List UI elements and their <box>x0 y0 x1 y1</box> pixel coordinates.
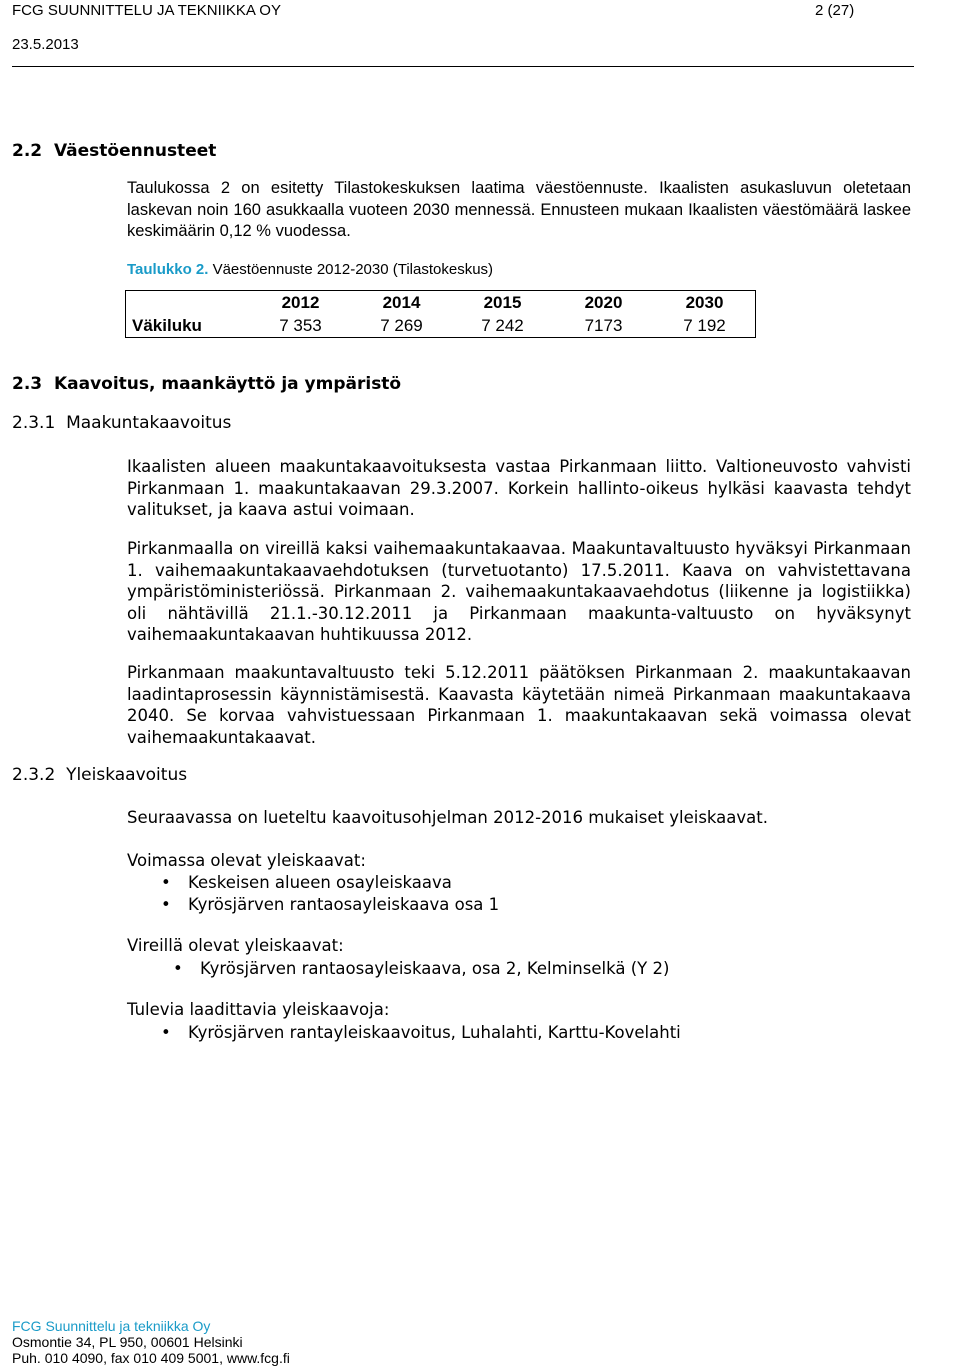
list-in-force <box>158 872 499 915</box>
bullet-icon: • <box>161 1023 171 1042</box>
header-company: FCG SUUNNITTELU JA TEKNIIKKA OY <box>12 2 281 19</box>
bullet-icon: • <box>161 894 171 914</box>
list-item <box>158 894 499 916</box>
header-divider <box>12 66 914 67</box>
section-2-2-heading: 2.2 Väestöennusteet <box>12 141 217 161</box>
header-date: 23.5.2013 <box>12 36 79 53</box>
list-title-in-force: Voimassa olevat yleiskaavat: <box>127 851 366 870</box>
table-cell: 7173 <box>584 315 623 335</box>
section-2-3-1-paragraph-1: Ikaalisten alueen maakuntakaavoituksesta vastaa Pirkanmaan liitto. Valtioneuvosto vahvisti Pirkanmaan 1. maakuntakaavan 29.3.2007. Korkein hallinto-oikeus hylkäsi kaavasta tehdyt valitukset, ja kaava astui voimaan. <box>127 457 911 519</box>
list-item-text: Kyrösjärven rantaosayleiskaava, osa 2, Kelminselkä (Y 2) <box>200 959 670 978</box>
list-title-upcoming: Tulevia laadittavia yleiskaavoja: <box>127 1000 390 1019</box>
population-forecast-table <box>125 290 756 338</box>
section-2-3-1-paragraph-2: Pirkanmaalla on vireillä kaksi vaihemaakuntakaavaa. Maakuntavaltuusto hyväksyi Pirkanmaan 1. vaihemaakuntakaavaehdotuksen (turvetuotanto) 17.5.2011. Kaava on vahvistettavana ympäristöministeriössä. Pirkanmaan 2. vaihemaakuntakaavaehdotus (liikenne ja logistiikka) oli nähtävillä 21.1.-30.12.2011 ja Pirkanmaan maakunta-valtuusto on hyväksynyt vaihemaakuntakaavan huhtikuussa 2012. <box>127 539 911 644</box>
header-page-number: 2 (27) <box>815 2 855 19</box>
bullet-icon: • <box>173 959 183 978</box>
table-year-header: 2014 <box>382 292 421 312</box>
section-2-3-2-intro: Seuraavassa on lueteltu kaavoitusohjelman 2012-2016 mukaiset yleiskaavat. <box>127 808 768 827</box>
footer-address: Osmontie 34, PL 950, 00601 Helsinki <box>12 1334 243 1350</box>
bullet-icon: • <box>161 873 171 892</box>
footer <box>12 1318 290 1366</box>
table-row <box>126 314 756 338</box>
list-title-pending: Vireillä olevat yleiskaavat: <box>127 936 344 955</box>
table-year-header: 2030 <box>685 292 724 312</box>
table-cell: 7 192 <box>683 315 726 335</box>
section-2-2-paragraph: Taulukossa 2 on esitetty Tilastokeskuksen laatima väestöennuste. Ikaalisten asukasluvun oletetaan laskevan noin 160 asukkaalla vuoteen 2030 mennessä. Ennusteen mukaan Ikaalisten väestömäärä laskee keskimäärin 0,12 % vuodessa. <box>127 179 911 240</box>
table-cell: 7 269 <box>380 315 423 335</box>
table-caption-text: Väestöennuste 2012-2030 (Tilastokeskus) <box>208 261 494 278</box>
table-year-header: 2020 <box>584 292 623 312</box>
list-item-text: Kyrösjärven rantayleiskaavoitus, Luhalahti, Karttu-Kovelahti <box>188 1023 681 1042</box>
table-caption-label: Taulukko 2. <box>127 261 209 278</box>
list-item-text: Kyrösjärven rantaosayleiskaava osa 1 <box>188 894 500 914</box>
table-row-label: Väkiluku <box>132 315 202 335</box>
footer-contact: Puh. 010 4090, fax 010 409 5001, www.fcg.fi <box>12 1350 290 1366</box>
list-item <box>158 872 499 894</box>
footer-company: FCG Suunnittelu ja tekniikka Oy <box>12 1318 211 1334</box>
section-2-3-1-paragraph-3: Pirkanmaan maakuntavaltuusto teki 5.12.2011 päätöksen Pirkanmaan 2. maakuntakaavan laadintaprosessin käynnistämisestä. Kaavasta käytetään nimeä Pirkanmaan maakuntakaava 2040. Se korvaa vahvistuessaan Pirkanmaan 1. maakuntakaavan sekä voimassa olevat vaihemaakuntakaavat. <box>127 663 911 747</box>
table-cell: 7 353 <box>279 315 322 335</box>
list-item <box>170 958 669 980</box>
table-cell: 7 242 <box>481 315 524 335</box>
table-year-header: 2015 <box>483 292 522 312</box>
list-pending <box>170 958 669 980</box>
table-year-header: 2012 <box>281 292 320 312</box>
section-2-3-1-heading: 2.3.1 Maakuntakaavoitus <box>12 413 232 433</box>
section-2-3-2-heading: 2.3.2 Yleiskaavoitus <box>12 765 188 785</box>
list-upcoming <box>158 1022 681 1044</box>
table-corner-cell <box>126 291 251 315</box>
table-caption <box>127 261 493 278</box>
section-2-3-heading: 2.3 Kaavoitus, maankäyttö ja ympäristö <box>12 374 402 394</box>
list-item <box>158 1022 681 1044</box>
list-item-text: Keskeisen alueen osayleiskaava <box>188 873 452 892</box>
table-header-row <box>126 291 756 315</box>
